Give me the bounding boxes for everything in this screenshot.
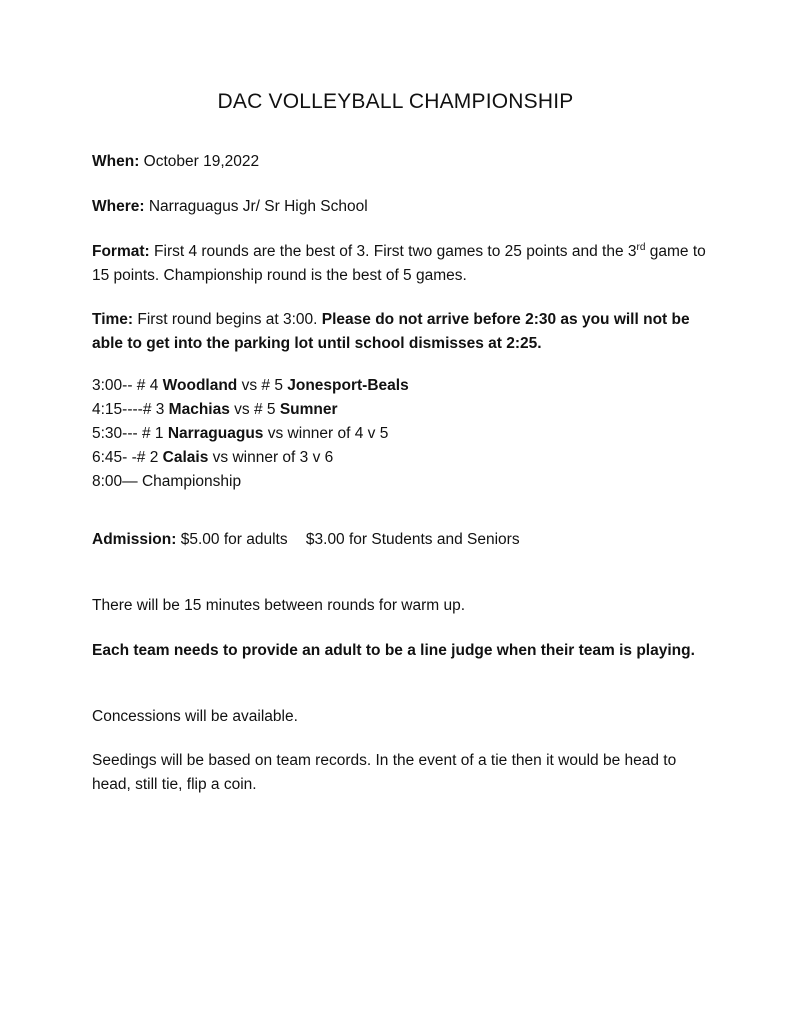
format-paragraph: Format: First 4 rounds are the best of 3. First two games to 25 points and the 3rd game to 15 points. Championship round is the best of 5 games. <box>92 242 706 284</box>
where-line: Where: Narraguagus Jr/ Sr High School <box>92 198 368 215</box>
time-label: Time <box>92 311 128 328</box>
where-label: Where <box>92 198 140 215</box>
schedule-mid: vs winner of 3 v 6 <box>208 449 334 466</box>
admission-adults: $5.00 for adults <box>180 531 288 548</box>
seedings-paragraph: Seedings will be based on team records. In the event of a tie then it would be head to head, still tie, flip a coin. <box>92 752 677 793</box>
schedule-row <box>92 398 712 422</box>
admission-label: Admission <box>92 531 172 548</box>
schedule-team-a: Woodland <box>162 377 238 394</box>
schedule-list <box>92 374 712 494</box>
schedule-mid: vs # 5 <box>237 377 288 394</box>
schedule-time: 6:45- -# 2 <box>92 449 163 466</box>
format-text-1: First 4 rounds are the best of 3. First two games to 25 points and the 3 <box>154 243 637 260</box>
schedule-mid: vs # 5 <box>229 401 280 418</box>
schedule-time: 8:00— Championship <box>92 473 242 490</box>
schedule-team-b: Jonesport-Beals <box>287 377 409 394</box>
schedule-team-a: Narraguagus <box>167 425 264 442</box>
time-paragraph: Time: First round begins at 3:00. Please do not arrive before 2:30 as you will not be able to get into the parking lot until school dismisses at 2:25. <box>92 311 690 352</box>
admission-students: $3.00 for Students and Seniors <box>305 531 520 548</box>
time-note: Please do not arrive before 2:30 as you will not be able to get into the parking lot until school dismisses at 2:25. <box>92 311 690 352</box>
schedule-team-b: Sumner <box>279 401 338 418</box>
admission-line: Admission: $5.00 for adults $3.00 for Students and Seniors <box>92 531 520 548</box>
schedule-row <box>92 446 712 470</box>
schedule-row <box>92 422 712 446</box>
schedule-time: 5:30--- # 1 <box>92 425 168 442</box>
line-judge-note: Each team needs to provide an adult to be a line judge when their team is playing. <box>92 642 695 659</box>
document-title: DAC VOLLEYBALL CHAMPIONSHIP <box>217 90 574 113</box>
time-text: First round begins at 3:00. <box>137 311 318 328</box>
schedule-time: 3:00-- # 4 <box>92 377 163 394</box>
when-label: When <box>92 153 135 170</box>
schedule-team-a: Calais <box>162 449 209 466</box>
format-label: Format <box>92 243 145 260</box>
when-value: October 19,2022 <box>143 153 260 170</box>
format-superscript: rd <box>636 242 646 253</box>
warmup-line: There will be 15 minutes between rounds for warm up. <box>92 597 466 614</box>
schedule-mid: vs winner of 4 v 5 <box>263 425 389 442</box>
schedule-time: 4:15----# 3 <box>92 401 169 418</box>
schedule-row <box>92 374 712 398</box>
schedule-team-a: Machias <box>168 401 230 418</box>
concessions-line: Concessions will be available. <box>92 708 298 725</box>
where-value: Narraguagus Jr/ Sr High School <box>148 198 368 215</box>
when-line: When: October 19,2022 <box>92 153 260 170</box>
format-text-2: game to 15 points. Championship round is the best of 5 games. <box>92 243 706 284</box>
schedule-row <box>92 470 712 494</box>
